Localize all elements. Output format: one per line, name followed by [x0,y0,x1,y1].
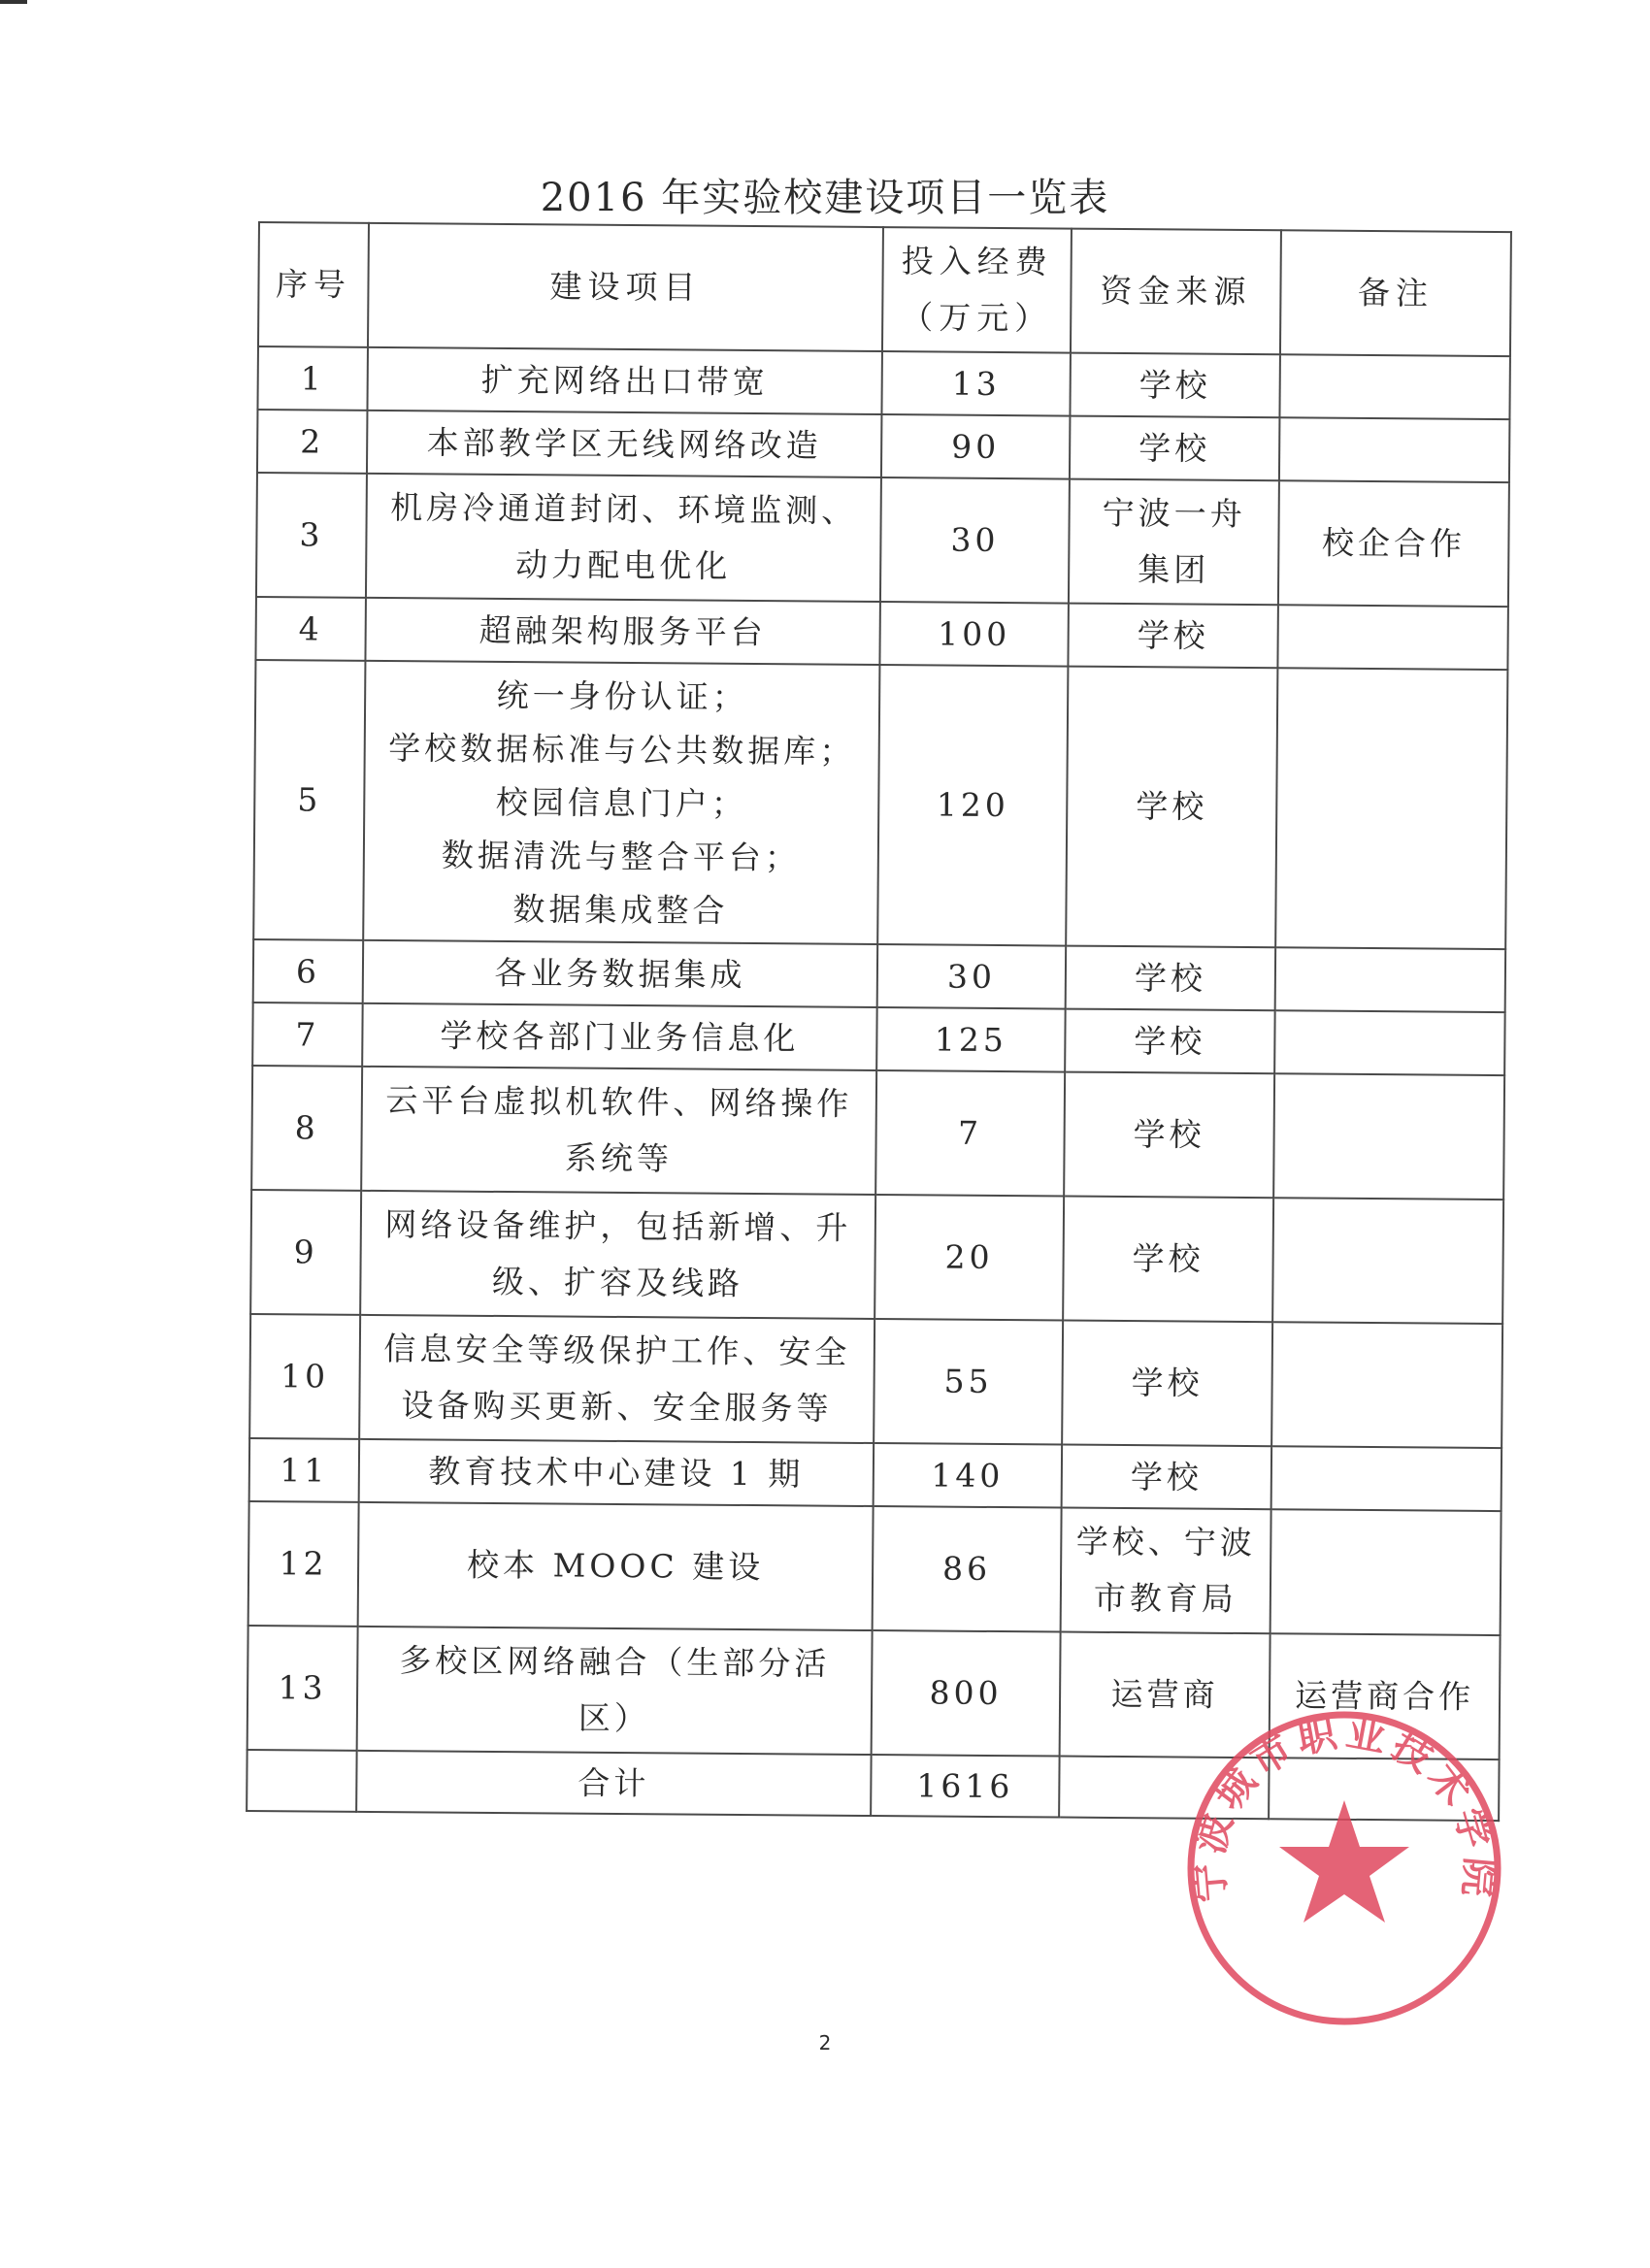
row-funding: 7 [875,1070,1065,1197]
row-funding: 100 [879,602,1069,667]
row-funding: 125 [876,1007,1066,1072]
header-row [258,222,1511,356]
row-remark [1279,417,1510,482]
table-row [248,1626,1501,1759]
row-seq: 3 [256,473,367,598]
page-title: 2016 年实验校建设项目一览表 [540,176,1110,220]
row-project: 校本 MOOC 建设 [358,1502,874,1630]
row-source: 学校 [1066,667,1277,948]
total-funding: 1616 [871,1755,1059,1818]
row-source: 学校 [1062,1445,1272,1510]
row-seq: 9 [250,1190,361,1315]
row-remark [1275,668,1507,949]
total-row [247,1750,1499,1821]
row-remark [1279,354,1510,419]
row-funding: 55 [874,1319,1063,1445]
row-remark [1271,1446,1502,1511]
table-row [255,597,1507,670]
row-source: 学校 [1070,416,1280,481]
header-funding: 投入经费 （万元） [882,227,1072,353]
row-source: 学校 [1068,604,1278,669]
row-remark [1275,947,1506,1012]
table-row [257,346,1509,419]
row-funding: 800 [872,1630,1061,1757]
row-seq: 11 [249,1438,360,1502]
project-table [246,221,1512,1822]
row-project: 教育技术中心建设 1 期 [359,1439,874,1506]
table-row [251,1066,1504,1200]
row-source: 学校 [1066,946,1276,1011]
row-remark: 校企合作 [1278,480,1509,607]
table-row [253,939,1505,1012]
row-funding: 140 [874,1443,1063,1508]
row-project: 机房冷通道封闭、环境监测、 动力配电优化 [366,474,881,602]
row-project: 本部教学区无线网络改造 [367,411,881,477]
table-row [249,1314,1502,1448]
row-funding: 30 [877,944,1067,1009]
row-seq: 13 [248,1626,358,1751]
row-funding: 86 [873,1506,1062,1632]
row-project: 云平台虚拟机软件、网络操作 系统等 [361,1067,876,1195]
scan-edge-mark [0,0,27,4]
row-funding: 90 [881,414,1071,479]
table-row [249,1438,1502,1511]
table-row [257,410,1509,482]
row-funding: 20 [874,1195,1064,1321]
seal-text-path: 宁波城市职业技术学院 [1185,1709,1503,1904]
row-funding: 30 [880,477,1070,604]
row-remark [1271,1322,1502,1448]
row-seq: 6 [253,939,364,1003]
row-project: 多校区网络融合（生部分活 区） [357,1627,873,1755]
header-source: 资金来源 [1071,229,1281,355]
row-seq: 7 [252,1003,363,1067]
header-project: 建设项目 [368,223,883,351]
row-source: 学校、宁波 市教育局 [1061,1508,1271,1634]
row-remark [1273,1073,1504,1200]
row-source: 学校 [1062,1321,1272,1447]
table-row [252,1003,1504,1075]
row-project: 学校各部门业务信息化 [362,1003,876,1070]
row-remark [1274,1010,1505,1075]
row-remark [1277,605,1508,670]
table-row [253,660,1507,949]
row-funding: 13 [881,351,1071,416]
table-row [248,1501,1502,1635]
row-source: 学校 [1063,1197,1273,1323]
page-number: 2 [818,2031,832,2054]
row-remark: 运营商合作 [1270,1633,1501,1759]
row-project: 各业务数据集成 [363,940,877,1007]
row-project: 网络设备维护，包括新增、升 级、扩容及线路 [360,1191,875,1319]
row-seq: 1 [257,346,368,411]
row-seq: 5 [253,660,365,940]
header-remark: 备注 [1280,230,1511,356]
row-source: 学校 [1064,1072,1274,1199]
row-project: 扩充网络出口带宽 [367,347,881,414]
row-seq: 4 [255,597,366,661]
total-source-empty [1059,1757,1269,1820]
row-remark [1270,1509,1502,1635]
table-row [250,1190,1503,1324]
row-project: 超融架构服务平台 [365,598,879,665]
row-source: 学校 [1065,1009,1275,1074]
row-source: 运营商 [1060,1632,1270,1759]
total-remark-empty [1269,1758,1499,1821]
row-seq: 10 [249,1314,360,1439]
total-label: 合计 [356,1751,871,1816]
table-row [256,473,1509,607]
row-remark [1272,1198,1503,1324]
header-seq: 序号 [258,222,369,347]
row-source: 学校 [1070,353,1280,418]
total-seq-empty [247,1750,356,1812]
row-seq: 12 [248,1501,359,1627]
row-seq: 8 [251,1066,362,1191]
row-project: 统一身份认证； 学校数据标准与公共数据库； 校园信息门户； 数据清洗与整合平台； 数据集成整合 [363,661,879,944]
row-seq: 2 [257,410,368,474]
row-project: 信息安全等级保护工作、安全 设备购买更新、安全服务等 [359,1315,874,1443]
row-source: 宁波一舟 集团 [1069,479,1279,606]
row-funding: 120 [877,665,1068,946]
